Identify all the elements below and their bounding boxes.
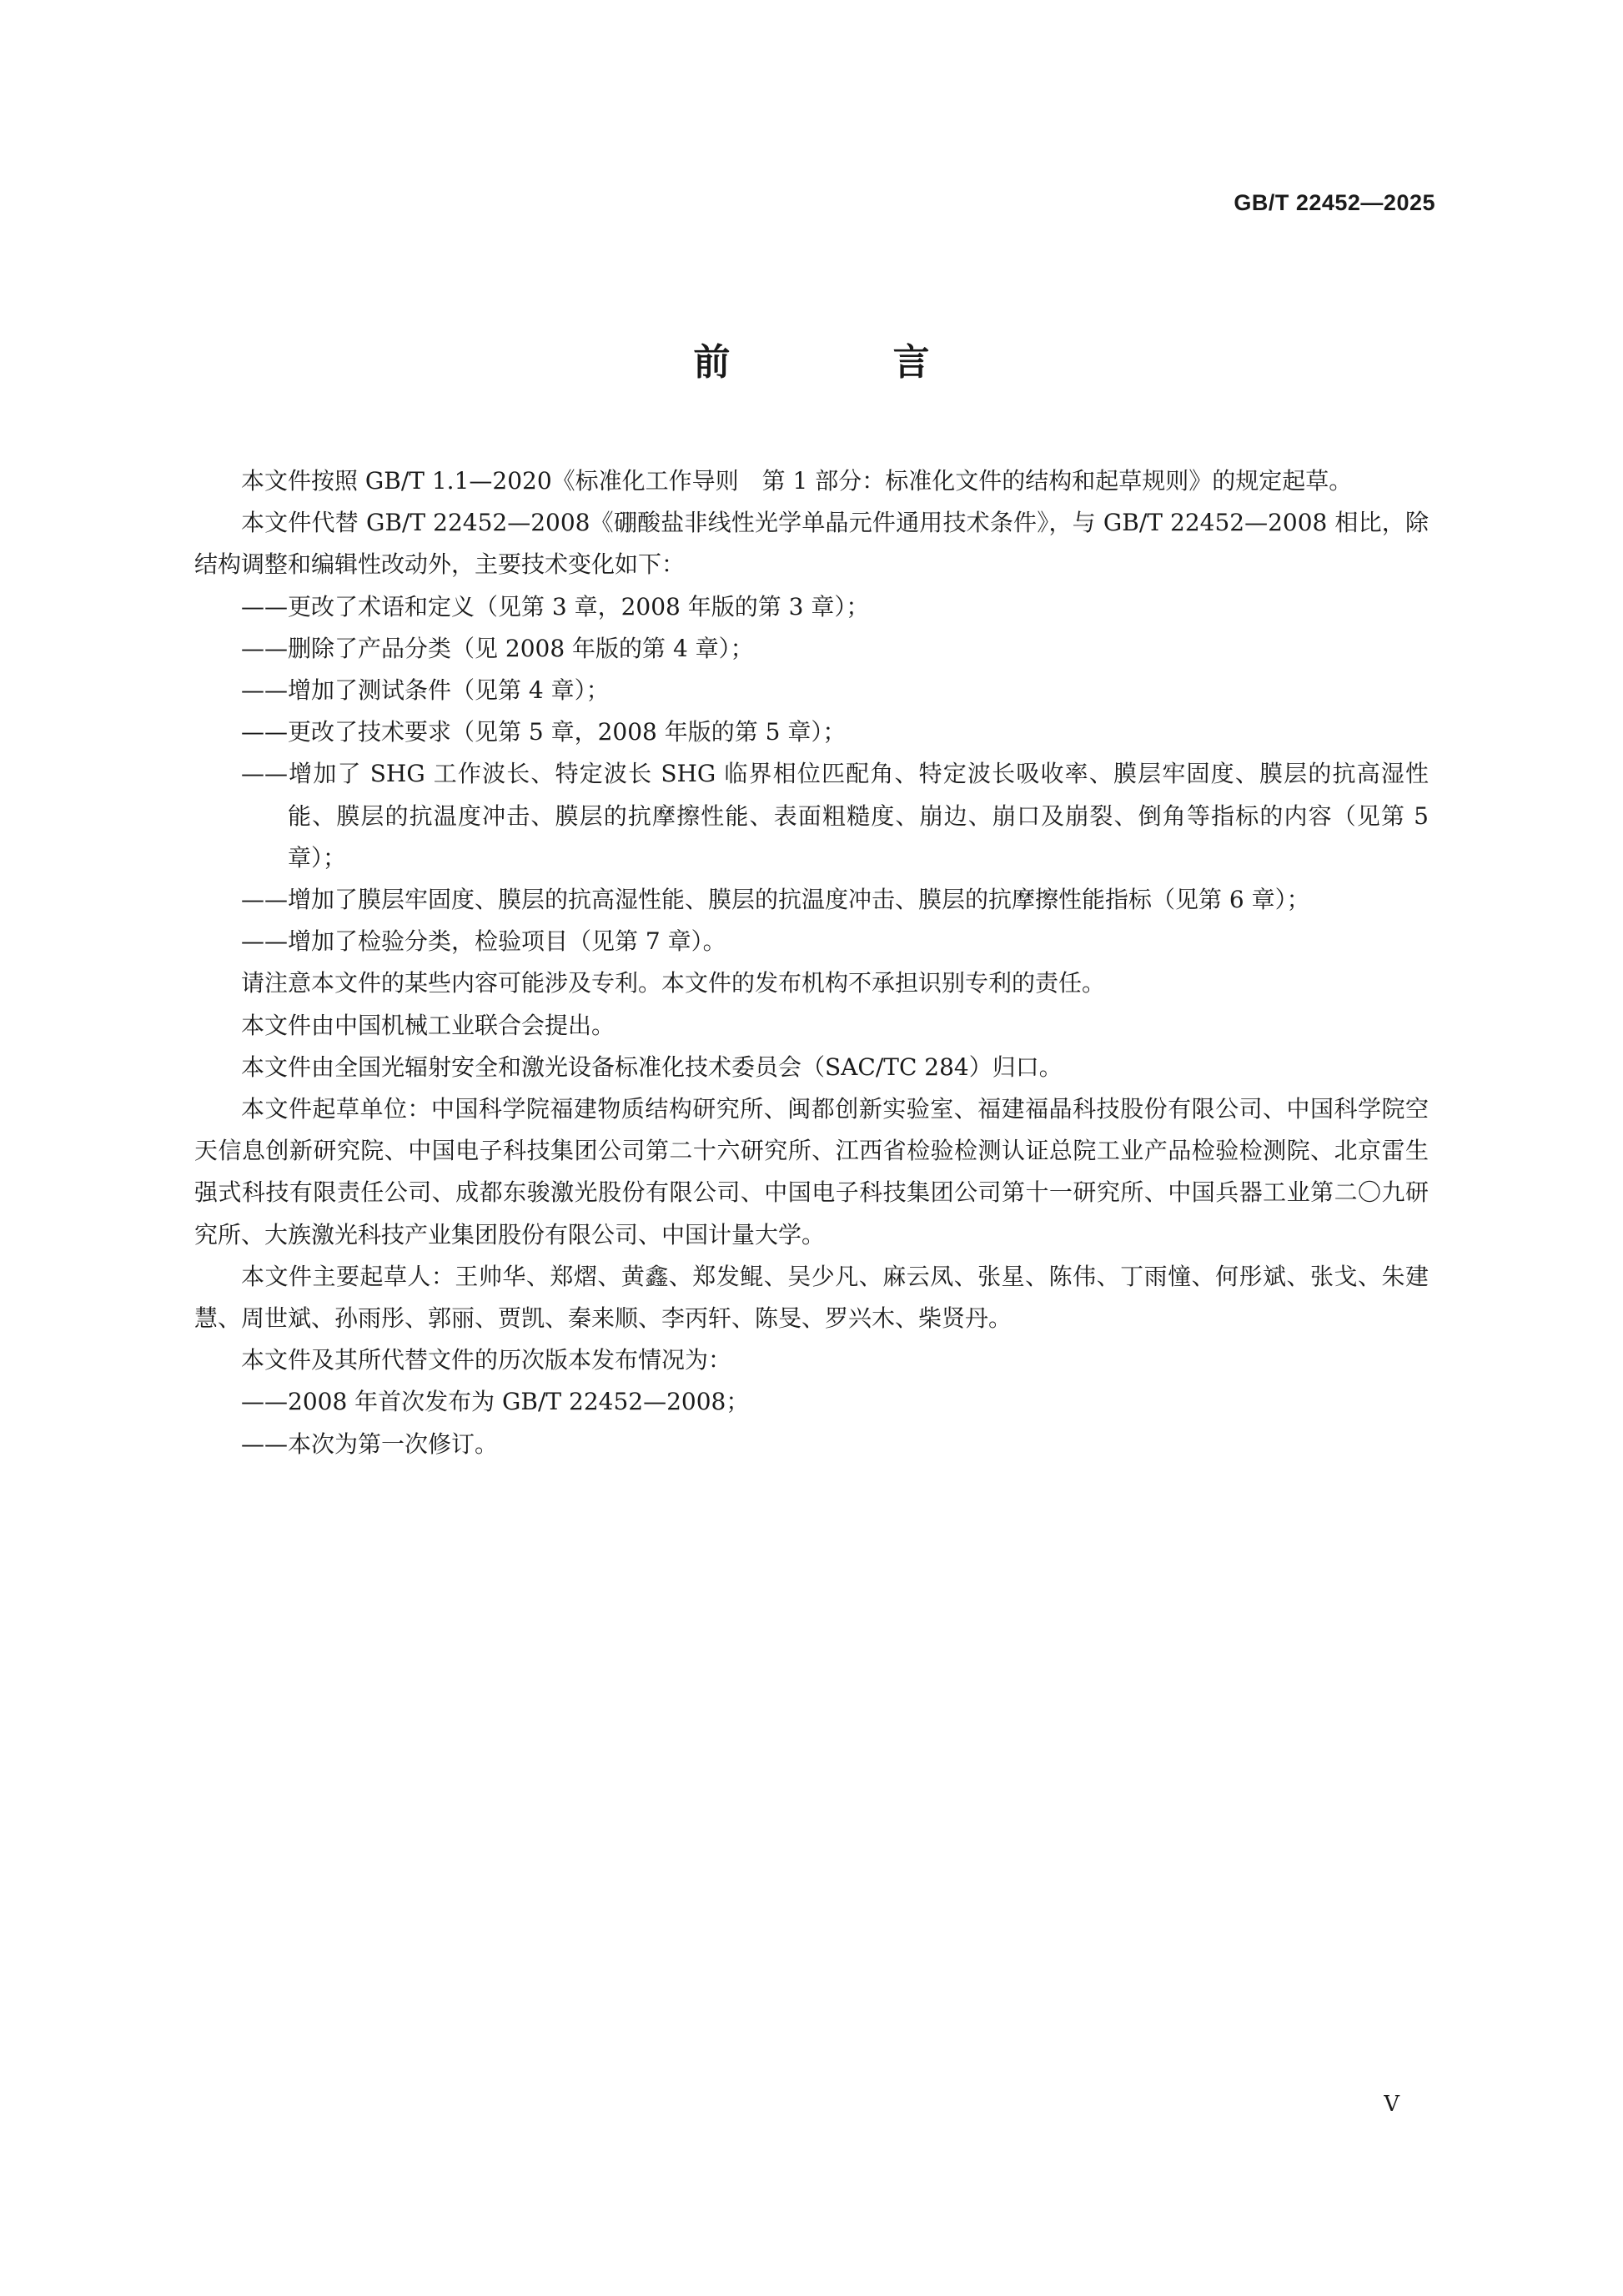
- history-item: ——本次为第一次修订。: [241, 1429, 499, 1458]
- paragraph-drafters: 本文件主要起草人：王帅华、郑熠、黄鑫、郑发鲲、吴少凡、麻云凤、张星、陈伟、丁雨憧、何彤斌、张戈、朱建慧、周世斌、孙雨彤、郭丽、贾凯、秦来顺、李丙轩、陈旻、罗兴木、柴贤丹。: [194, 1262, 1429, 1333]
- paragraph-patent-notice: 请注意本文件的某些内容可能涉及专利。本文件的发布机构不承担识别专利的责任。: [241, 969, 1106, 997]
- change-item: ——更改了术语和定义（见第 3 章，2008 年版的第 3 章）；: [241, 592, 870, 620]
- paragraph-proposer: 本文件由中国机械工业联合会提出。: [241, 1011, 616, 1039]
- change-item: ——增加了测试条件（见第 4 章）；: [241, 676, 610, 705]
- page-number: V: [1384, 2092, 1399, 2117]
- standard-code: GB/T 22452—2025: [1234, 190, 1435, 215]
- paragraph-technical-committee: 本文件由全国光辐射安全和激光设备标准化技术委员会（SAC/TC 284）归口。: [241, 1053, 1063, 1081]
- paragraph-drafting-units: 本文件起草单位：中国科学院福建物质结构研究所、闽都创新实验室、福建福晶科技股份有限公司、中国科学院空天信息创新研究院、中国电子科技集团公司第二十六研究所、江西省检验检测认证总院工业产品检验检测院、北京雷生强式科技有限责任公司、成都东骏激光股份有限公司、中国电子科技集团公司第十一研究所、中国兵器工业第二〇九研究所、大族激光科技产业集团股份有限公司、中国计量大学。: [194, 1095, 1429, 1248]
- change-item: ——更改了技术要求（见第 5 章，2008 年版的第 5 章）；: [241, 718, 847, 746]
- foreword-body: [194, 460, 1429, 1465]
- paragraph-version-history: 本文件及其所代替文件的历次版本发布情况为：: [241, 1346, 732, 1374]
- history-item: ——2008 年首次发布为 GB/T 22452—2008；: [241, 1388, 750, 1416]
- change-item: ——增加了 SHG 工作波长、特定波长 SHG 临界相位匹配角、特定波长吸收率、膜层牢固度、膜层的抗高湿性能、膜层的抗温度冲击、膜层的抗摩擦性能、表面粗糙度、崩边、崩口及崩裂、倒角等指标的内容（见第 5 章）；: [241, 760, 1429, 872]
- change-item: ——删除了产品分类（见 2008 年版的第 4 章）；: [241, 634, 754, 662]
- change-item: ——增加了检验分类，检验项目（见第 7 章）。: [241, 927, 726, 956]
- paragraph-drafting-rules: 本文件按照 GB/T 1.1—2020《标准化工作导则 第 1 部分：标准化文件的结构和起草规则》的规定起草。: [241, 467, 1353, 495]
- change-item: ——增加了膜层牢固度、膜层的抗高湿性能、膜层的抗温度冲击、膜层的抗摩擦性能指标（见第 6 章）；: [241, 886, 1310, 914]
- paragraph-replacement: 本文件代替 GB/T 22452—2008《硼酸盐非线性光学单晶元件通用技术条件》，与 GB/T 22452—2008 相比，除结构调整和编辑性改动外，主要技术变化如下：: [194, 509, 1429, 579]
- page-title: 前 言: [693, 341, 1005, 384]
